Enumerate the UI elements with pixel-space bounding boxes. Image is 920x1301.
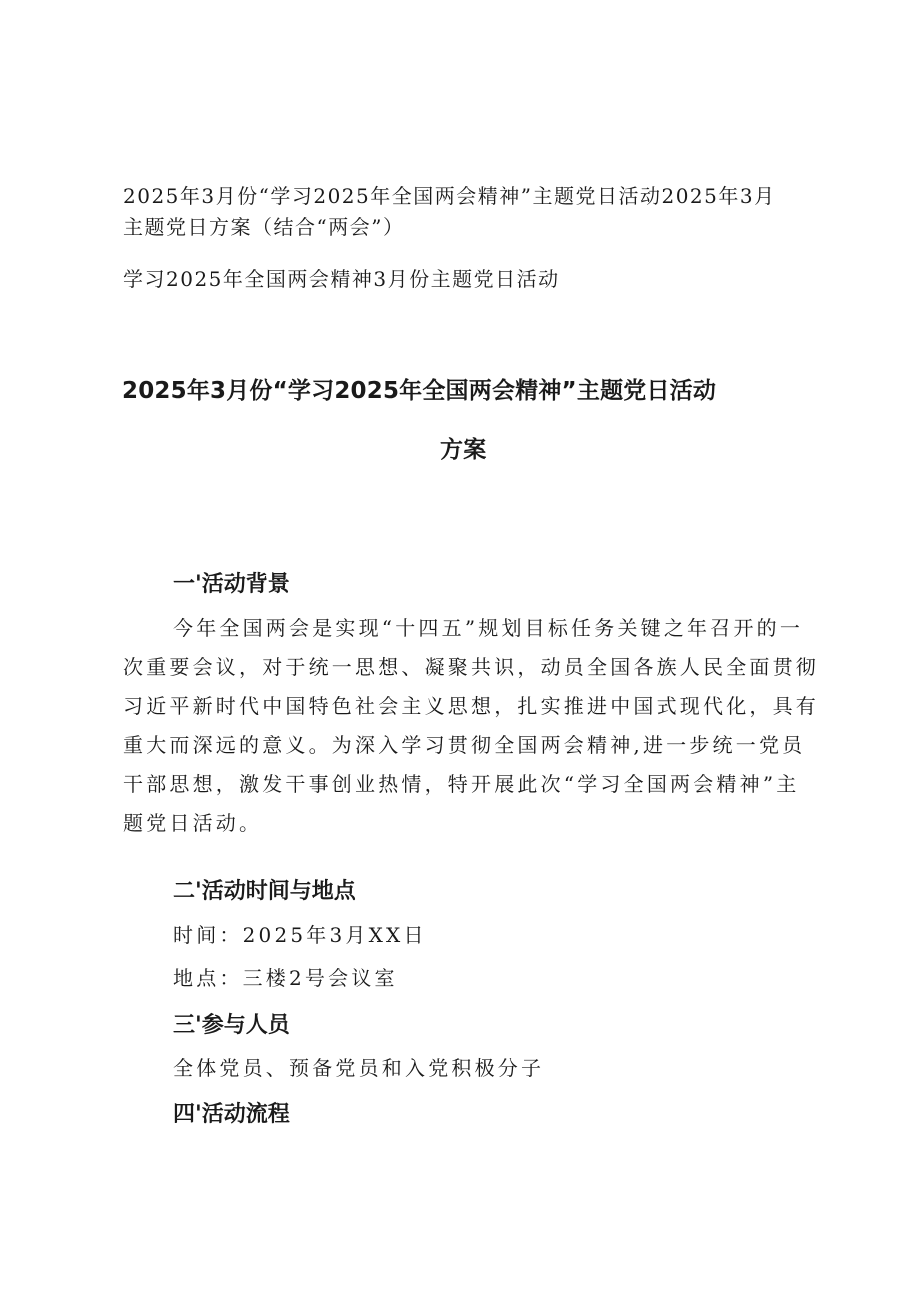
paragraph-line: 习近平新时代中国特色社会主义思想，扎实推进中国式现代化，具有 [123, 694, 819, 718]
participants-text: 全体党员、预备党员和入党积极分子 [173, 1056, 545, 1080]
toc-line-1: 2025年3月份“学习2025年全国两会精神”主题党日活动2025年3月 [123, 184, 776, 208]
activity-place: 地点：三楼2号会议室 [173, 966, 398, 990]
activity-time: 时间：2025年3月XX日 [173, 923, 427, 947]
document-title-line-2: 方案 [440, 437, 487, 463]
paragraph-line: 干部思想，激发干事创业热情，特开展此次“学习全国两会精神”主 [123, 772, 800, 796]
section-heading-time-place: 二'活动时间与地点 [173, 879, 356, 904]
paragraph-line: 题党日活动。 [123, 811, 263, 835]
paragraph-line: 今年全国两会是实现“十四五”规划目标任务关键之年召开的一 [173, 616, 804, 640]
document-title-line-1: 2025年3月份“学习2025年全国两会精神”主题党日活动 [122, 378, 717, 404]
paragraph-line: 重大而深远的意义。为深入学习贯彻全国两会精神,进一步统一党员 [123, 733, 806, 757]
toc-line-2: 主题党日方案（结合“两会”） [123, 215, 405, 239]
section-heading-process: 四'活动流程 [173, 1102, 290, 1127]
toc-line-3: 学习2025年全国两会精神3月份主题党日活动 [123, 267, 560, 291]
section-heading-background: 一'活动背景 [173, 572, 290, 597]
section-heading-participants: 三'参与人员 [173, 1013, 290, 1038]
paragraph-line: 次重要会议，对于统一思想、凝聚共识，动员全国各族人民全面贯彻 [123, 655, 819, 679]
